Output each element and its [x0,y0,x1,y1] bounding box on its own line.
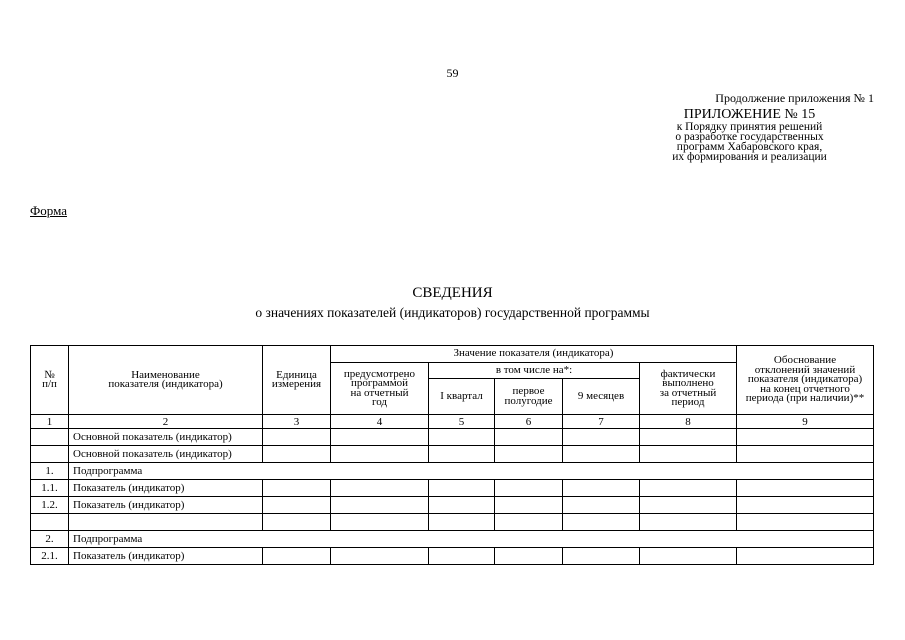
header-actual [640,363,737,415]
header-line: на конец отчетного [760,382,850,395]
header-line: Единица [276,368,317,381]
header-unit [263,346,331,415]
value-cell [563,446,640,463]
value-cell [429,497,495,514]
column-number: 2 [69,415,263,429]
row-name: Основной показатель (индикатор) [69,446,263,463]
row-name: Подпрограмма [69,531,874,548]
value-cell [737,497,874,514]
header-line: периода (при наличии)** [745,392,865,405]
table-row [31,514,874,531]
value-cell [429,480,495,497]
table-row [31,548,874,565]
value-cell [640,480,737,497]
value-cell [563,497,640,514]
appendix-line: их формирования и реализации [672,151,827,163]
value-cell [331,514,429,531]
appendix-title: ПРИЛОЖЕНИЕ № 15 [683,107,816,122]
value-cell [331,497,429,514]
column-number: 4 [331,415,429,429]
value-cell [563,514,640,531]
value-cell [331,480,429,497]
header-line: показателя (индикатора) [108,378,223,390]
header-line: на отчетный [350,386,409,399]
value-cell [737,514,874,531]
row-name: Показатель (индикатор) [69,497,263,514]
column-number: 6 [495,415,563,429]
row-number: 1. [31,463,69,480]
header-justification [737,346,874,415]
value-cell [495,480,563,497]
header-line: Наименование [131,368,200,381]
value-cell [495,548,563,565]
value-cell [331,429,429,446]
value-cell [640,548,737,565]
header-line: выполнено [662,377,714,389]
header-line: год [371,396,388,408]
column-number-row [31,415,874,429]
header-half [495,379,563,415]
header-line: фактически [660,367,716,380]
row-number: 1.1. [31,480,69,497]
header-planned [331,363,429,415]
column-number: 3 [263,415,331,429]
header-q1: I квартал [429,379,495,415]
page-number: 59 [446,66,459,80]
value-cell [563,548,640,565]
value-cell [263,480,331,497]
header-num [31,346,69,415]
value-cell [331,446,429,463]
header-line: период [671,396,705,408]
value-cell [640,429,737,446]
header-line: предусмотрено [343,367,416,380]
header-nine-months: 9 месяцев [563,379,640,415]
appendix-line: программ Хабаровского края, [676,141,823,153]
appendix-line: о разработке государственных [675,131,824,143]
value-cell [263,429,331,446]
column-number: 9 [737,415,874,429]
row-number: 2. [31,531,69,548]
header-line: за отчетный [659,386,717,399]
indicators-table [30,345,874,565]
value-cell [263,514,331,531]
row-number: 1.2. [31,497,69,514]
appendix-line: к Порядку принятия решений [676,121,823,133]
value-cell [263,548,331,565]
value-cell [429,429,495,446]
header-name [69,346,263,415]
row-number [31,429,69,446]
header-line: измерения [271,378,322,390]
row-number [31,514,69,531]
row-number: 2.1. [31,548,69,565]
header-line: № [44,368,55,381]
header-line: отклонений значений [754,363,856,376]
table-row [31,497,874,514]
row-name: Показатель (индикатор) [69,548,263,565]
value-cell [331,548,429,565]
header-including: в том числе на*: [429,363,640,379]
document-subtitle: о значениях показателей (индикаторов) государственной программы [255,305,650,320]
table-row [31,446,874,463]
value-cell [429,446,495,463]
value-cell [737,429,874,446]
header-line: первое [512,385,545,397]
value-cell [495,514,563,531]
value-cell [429,514,495,531]
table-row [31,480,874,497]
table-header [31,346,874,429]
header-value-group: Значение показателя (индикатора) [331,346,737,363]
row-name: Показатель (индикатор) [69,480,263,497]
row-number [31,446,69,463]
column-number: 5 [429,415,495,429]
header-line: полугодие [504,394,553,407]
value-cell [495,446,563,463]
continuation-note: Продолжение приложения № 1 [715,91,874,105]
value-cell [495,429,563,446]
value-cell [640,514,737,531]
value-cell [263,497,331,514]
value-cell [737,548,874,565]
column-number: 7 [563,415,640,429]
column-number: 1 [31,415,69,429]
header-line: программой [350,377,409,389]
appendix-block [640,107,859,162]
value-cell [563,480,640,497]
table-body [31,429,874,565]
form-label: Форма [30,203,67,218]
table-row [31,531,874,548]
value-cell [495,497,563,514]
value-cell [563,429,640,446]
row-name [69,514,263,531]
document-title: СВЕДЕНИЯ [412,285,493,301]
value-cell [263,446,331,463]
row-name: Подпрограмма [69,463,874,480]
table-row [31,463,874,480]
header-line: Обоснование [773,354,837,367]
column-number: 8 [640,415,737,429]
row-name: Основной показатель (индикатор) [69,429,263,446]
value-cell [737,480,874,497]
header-line: п/п [42,378,57,390]
value-cell [737,446,874,463]
table-row [31,429,874,446]
value-cell [640,497,737,514]
header-line: показателя (индикатора) [747,373,863,386]
value-cell [429,548,495,565]
value-cell [640,446,737,463]
